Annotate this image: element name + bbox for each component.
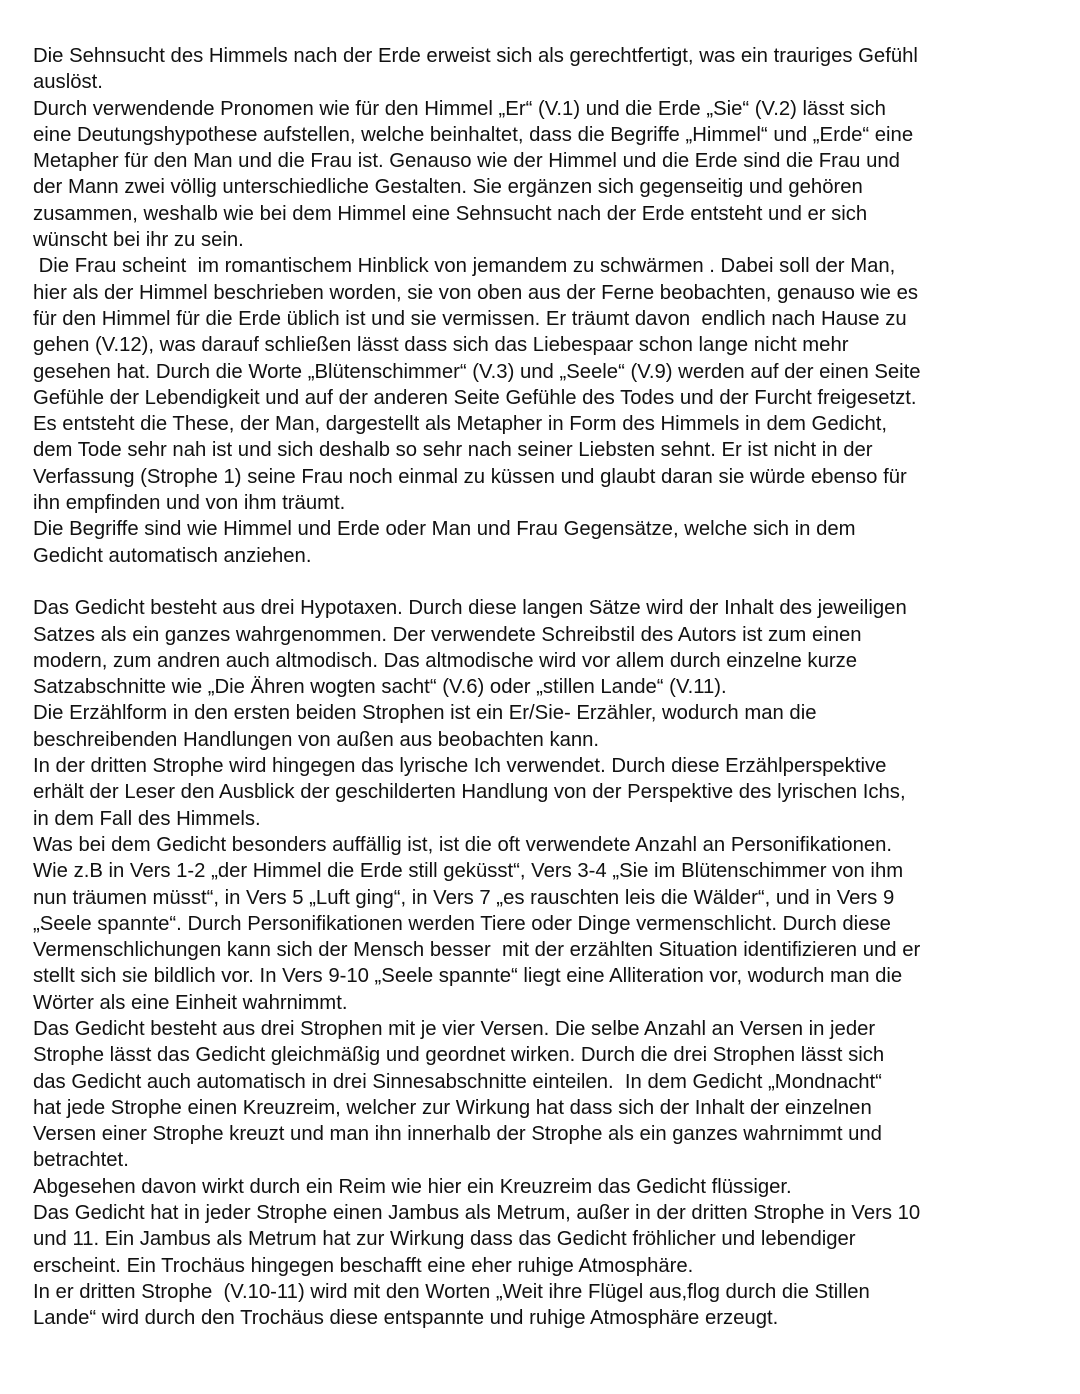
paragraph: Das Gedicht hat in jeder Strophe einen Jambus als Metrum, außer in der dritten Strophe in Vers 10 und 11. Ein Jambus als Metrum hat zur Wirkung dass das Gedicht fröhlicher und lebendiger erscheint. Ein Trochäus hingegen beschafft eine eher ruhige Atmosphäre. [33, 1202, 921, 1277]
paragraph: Die Frau scheint im romantischem Hinblick von jemandem zu schwärmen . Dabei soll der Man, hier als der Himmel beschrieben worden, sie von oben aus der Ferne beobachten, genauso wie es für den Himmel für die Erde üblich ist und sie vermissen. Er träumt davon endlich nach Hause zu gehen (V.12), was darauf schließen lässt dass sich das Liebespaar schon lange nicht mehr gesehen hat. Durch die Worte „Blütenschimmer“ (V.3) und „Seele“ (V.9) werden auf der einen Seite Gefühle der Lebendigkeit und auf der anderen Seite Gefühle des Todes und der Furcht freigesetzt. Es entsteht die These, der Man, dargestellt als Metapher in Form des Himmels in dem Gedicht, dem Tode sehr nah ist und sich deshalb so sehr nach seiner Liebsten sehnt. Er ist nicht in der Verfassung (Strophe 1) seine Frau noch einmal zu küssen und glaubt daran sie würde ebenso für ihn empfinden und von ihm träumt. [33, 255, 921, 515]
section-gap [33, 569, 1060, 595]
paragraph: Die Erzählform in den ersten beiden Strophen ist ein Er/Sie- Erzähler, wodurch man die beschreibenden Handlungen von außen aus beobachten kann. [33, 702, 817, 751]
paragraph: Abgesehen davon wirkt durch ein Reim wie hier ein Kreuzreim das Gedicht flüssiger. [33, 1175, 792, 1198]
paragraph: In der dritten Strophe wird hingegen das lyrische Ich verwendet. Durch diese Erzählperspektive erhält der Leser den Ausblick der geschilderten Handlung von der Perspektive des lyrischen Ichs, in dem Fall des Himmels. [33, 755, 906, 830]
paragraph: Die Sehnsucht des Himmels nach der Erde erweist sich als gerechtfertigt, was ein trauriges Gefühl auslöst. [33, 45, 918, 94]
paragraph: Das Gedicht besteht aus drei Strophen mit je vier Versen. Die selbe Anzahl an Versen in jeder Strophe lässt das Gedicht gleichmäßig und geordnet wirken. Durch die drei Strophen lässt sich das Gedicht auch automatisch in drei Sinnesabschnitte einteilen. In dem Gedicht „Mondnacht“ hat jede Strophe einen Kreuzreim, welcher zur Wirkung hat dass sich der Inhalt der einzelnen Versen einer Strophe kreuzt und man ihn innerhalb der Strophe als ein ganzes wahrnimmt und betrachtet. [33, 1017, 885, 1172]
paragraph: Durch verwendende Pronomen wie für den Himmel „Er“ (V.1) und die Erde „Sie“ (V.2) lässt sich eine Deutungshypothese aufstellen, welche beinhaltet, dass die Begriffe „Himmel“ und „Erde“ eine Metapher für den Man und die Frau ist. Genauso wie der Himmel und die Erde sind die Frau und der Mann zwei völlig unterschiedliche Gestalten. Sie ergänzen sich gegenseitig und gehören zusammen, weshalb wie bei dem Himmel eine Sehnsucht nach der Erde entsteht und er sich wünscht bei ihr zu sein. [33, 97, 914, 252]
paragraph: Die Begriffe sind wie Himmel und Erde oder Man und Frau Gegensätze, welche sich in dem Gedicht automatisch anziehen. [33, 518, 856, 567]
paragraph: In er dritten Strophe (V.10-11) wird mit den Worten „Weit ihre Flügel aus,flog durch die Stillen Lande“ wird durch den Trochäus diese entspannte und ruhige Atmosphäre erzeugt. [33, 1280, 870, 1330]
paragraph: Was bei dem Gedicht besonders auffällig ist, ist die oft verwendete Anzahl an Personifikationen. Wie z.B in Vers 1-2 „der Himmel die Erde still geküsst“, Vers 3-4 „Sie im Blütenschimmer von ihm nun träumen müsst“, in Vers 5 „Luft ging“, in Vers 7 „es rauschten leis die Wälder“, und in Vers 9 „Seele spannte“. Durch Personifikationen werden Tiere oder Dinge vermenschlicht. Durch diese Vermenschlichungen kann sich der Mensch besser mit der erzählten Situation identifizieren und er stellt sich sie bildlich vor. In Vers 9-10 „Seele spannte“ liegt eine Alliteration vor, wodurch man die Wörter als eine Einheit wahrnimmt. [33, 833, 921, 1014]
paragraph: Das Gedicht besteht aus drei Hypotaxen. Durch diese langen Sätze wird der Inhalt des jeweiligen Satzes als ein ganzes wahrgenommen. Der verwendete Schreibstil des Autors ist zum einen modern, zum andren auch altmodisch. Das altmodische wird vor allem durch einzelne kurze Satzabschnitte wie „Die Ähren wogten sacht“ (V.6) oder „stillen Lande“ (V.11). [33, 597, 907, 699]
